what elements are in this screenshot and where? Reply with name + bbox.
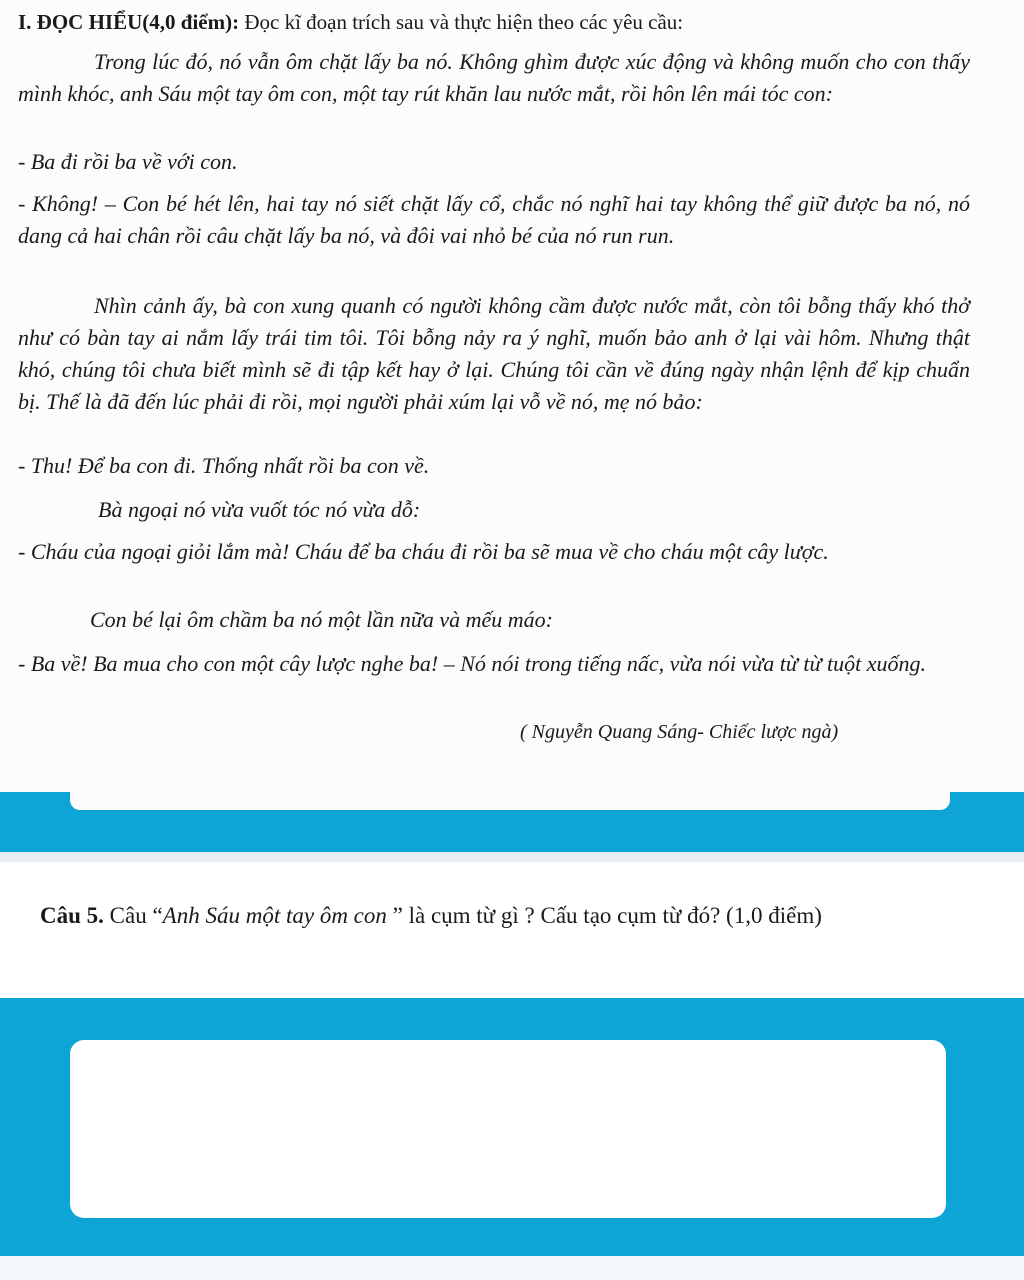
divider-band <box>0 792 1024 854</box>
answer-input-box[interactable] <box>70 1040 946 1218</box>
passage-paragraph: - Cháu của ngoại giỏi lắm mà! Cháu để ba cháu đi rồi ba sẽ mua về cho cháu một cây lược. <box>18 539 829 564</box>
section-header <box>18 8 1008 36</box>
passage-paragraph: Nhìn cảnh ấy, bà con xung quanh có người không cầm được nước mắt, còn tôi bỗng thấy khó thở như có bàn tay ai nắm lấy trái tim tôi. Tôi bỗng nảy ra ý nghĩ, muốn bảo anh ở lại vài hôm. Nhưng thật khó, chúng tôi chưa biết mình sẽ đi tập kết hay ở lại. Chúng tôi cần về đúng ngày nhận lệnh để kịp chuẩn bị. Thế là đã đến lúc phải đi rồi, mọi người phải xúm lại vỗ về nó, mẹ nó bảo: <box>18 293 970 414</box>
passage-paragraph: Con bé lại ôm chầm ba nó một lần nữa và mếu máo: <box>90 607 553 632</box>
question-label: Câu 5. <box>40 903 104 928</box>
question-quote: Anh Sáu một tay ôm con <box>162 903 393 928</box>
question-text-before: Câu “ <box>103 903 163 928</box>
passage-source: ( Nguyễn Quang Sáng- Chiếc lược ngà) <box>520 721 839 743</box>
divider-shadow <box>0 852 1024 862</box>
page-edge <box>70 792 950 810</box>
question-text <box>40 900 1000 932</box>
passage-paragraph: Trong lúc đó, nó vẫn ôm chặt lấy ba nó. Không ghìm được xúc động và không muốn cho con thấy mình khóc, anh Sáu một tay ôm con, một tay rút khăn lau nước mắt, rồi hôn lên mái tóc con: <box>18 49 970 106</box>
section-heading: I. ĐỌC HIỂU(4,0 điểm): <box>18 10 240 34</box>
question-text-after: ” là cụm từ gì ? Cấu tạo cụm từ đó? (1,0 điểm) <box>392 903 822 928</box>
passage-paragraph: Bà ngoại nó vừa vuốt tóc nó vừa dỗ: <box>98 497 421 522</box>
passage-paragraph: - Thu! Để ba con đi. Thống nhất rồi ba con về. <box>18 453 430 478</box>
section-instruction: Đọc kĩ đoạn trích sau và thực hiện theo các yêu cầu: <box>239 10 684 34</box>
passage-paragraph: - Không! – Con bé hét lên, hai tay nó siết chặt lấy cổ, chắc nó nghĩ hai tay không thể giữ được ba nó, nó dang cả hai chân rồi câu chặt lấy ba nó, và đôi vai nhỏ bé của nó run run. <box>18 191 970 248</box>
passage-paragraph: - Ba đi rồi ba về với con. <box>18 149 238 174</box>
passage-paragraph: - Ba về! Ba mua cho con một cây lược nghe ba! – Nó nói trong tiếng nấc, vừa nói vừa từ từ tuột xuống. <box>18 651 926 676</box>
bottom-strip <box>0 1256 1024 1280</box>
